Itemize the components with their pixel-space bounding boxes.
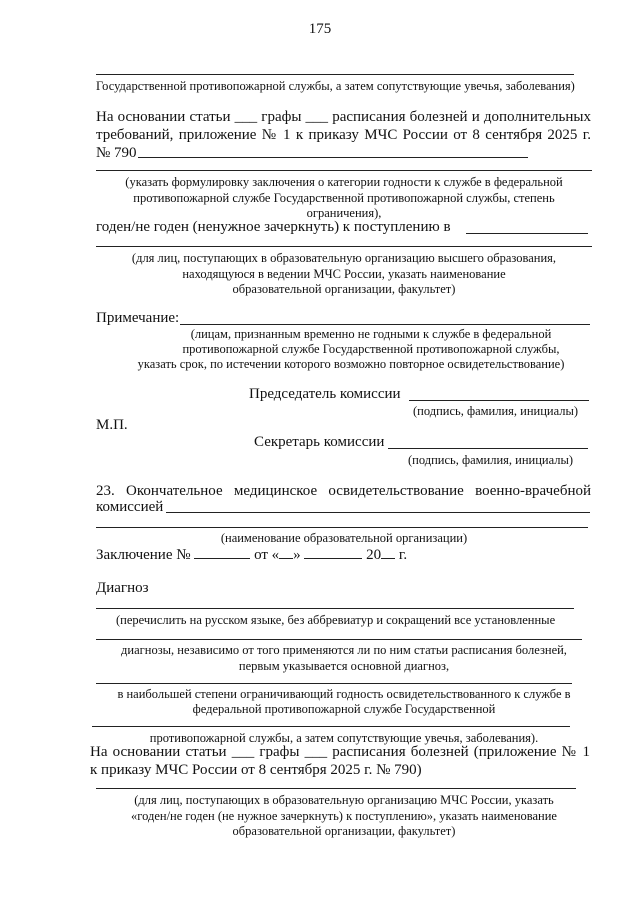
note-label: Примечание: [96, 310, 180, 326]
org-hint: (наименование образовательной организации) [220, 531, 468, 545]
conclusion-line [96, 545, 407, 565]
blank-line [96, 639, 582, 640]
secretary-label: Секретарь комиссии [254, 434, 385, 450]
section-23-heading-2: комиссией [96, 499, 164, 515]
conclusion-month-field[interactable] [304, 545, 362, 559]
blank-line [138, 157, 528, 158]
blank-line [96, 527, 588, 528]
signature-line [409, 400, 589, 401]
category-hint-3: ограничения), [306, 206, 382, 220]
chair-hint: (подпись, фамилия, инициалы) [413, 404, 579, 418]
note-hint-2: противопожарной службе Государственной противопожарной службы, [182, 342, 560, 356]
basis-line-3: № 790 [96, 145, 137, 161]
conclusion-number-field[interactable] [194, 545, 250, 559]
diagnosis-hint-6: противопожарной службы, а затем сопутствующие увечья, заболевания). [149, 731, 539, 745]
fit-line: годен/не годен (ненужное зачеркнуть) к поступлению в [96, 219, 451, 235]
edu-hint-2: находящуюся в ведении МЧС России, указать наименование [182, 267, 506, 281]
conclusion-year-field[interactable] [381, 545, 395, 559]
conclusion-day-field[interactable] [279, 545, 293, 559]
chair-label: Председатель комиссии [249, 386, 401, 402]
conclusion-quote: » [293, 547, 301, 563]
category-hint-2: противопожарной службе Государственной противопожарной службы, степень [133, 191, 555, 205]
edu-hint-1: (для лиц, поступающих в образовательную организацию высшего образования, [131, 251, 557, 265]
conclusion-label: Заключение № [96, 547, 191, 563]
blank-line [96, 608, 574, 609]
conclusion-year-prefix: 20 [366, 547, 382, 563]
page-number: 175 [308, 21, 332, 37]
diagnosis-hint-5: федеральной противопожарной службе Государственной [192, 702, 496, 716]
diagnosis-hint-3: первым указывается основной диагноз, [238, 659, 450, 673]
note-hint-3: указать срок, по истечении которого возможно повторное освидетельствование) [137, 357, 565, 371]
blank-line [92, 726, 570, 727]
final-basis-line-1: На основании статьи ___ графы ___ расписания болезней (приложение № 1 [90, 744, 590, 760]
final-hint-1: (для лиц, поступающих в образовательную организацию МЧС России, указать [134, 793, 554, 807]
blank-line [166, 512, 590, 513]
final-hint-2: «годен/не годен (не нужное зачеркнуть) к поступлению», указать наименование [131, 809, 557, 823]
diagnosis-hint-2: диагнозы, независимо от того применяются ли по ним статьи расписания болезней, [121, 643, 567, 657]
conclusion-year-suffix: г. [398, 547, 408, 563]
blank-line [180, 324, 590, 325]
basis-line-2: требований, приложение № 1 к приказу МЧС России от 8 сентября 2025 г. [96, 127, 591, 143]
diagnosis-hint-4: в наибольшей степени ограничивающий годность освидетельствованного к службе в [117, 687, 571, 701]
final-basis-line-2: к приказу МЧС России от 8 сентября 2025 г. № 790) [90, 762, 422, 778]
basis-line-1: На основании статьи ___ графы ___ расписания болезней и дополнительных [96, 109, 591, 125]
blank-line [96, 683, 572, 684]
conclusion-from: от « [254, 547, 280, 563]
category-hint-1: (указать формулировку заключения о категории годности к службе в федеральной [125, 175, 563, 189]
note-hint-1: (лицам, признанным временно не годными к службе в федеральной [190, 327, 552, 341]
final-hint-3: образовательной организации, факультет) [232, 824, 456, 838]
secretary-hint: (подпись, фамилия, инициалы) [408, 453, 574, 467]
blank-line [96, 246, 592, 247]
diagnosis-label: Диагноз [96, 580, 149, 596]
edu-hint-3: образовательной организации, факультет) [232, 282, 456, 296]
blank-line [96, 74, 574, 75]
section-23-heading: 23. Окончательное медицинское освидетельствование военно-врачебной [96, 483, 591, 499]
signature-line [388, 448, 588, 449]
blank-line [466, 233, 588, 234]
stamp-label: М.П. [96, 417, 128, 433]
blank-line [96, 170, 592, 171]
diagnosis-hint-end: Государственной противопожарной службы, а затем сопутствующие увечья, заболевания) [96, 79, 575, 93]
blank-line [96, 788, 576, 789]
diagnosis-hint-1: (перечислить на русском языке, без аббревиатур и сокращений все установленные [116, 613, 556, 627]
